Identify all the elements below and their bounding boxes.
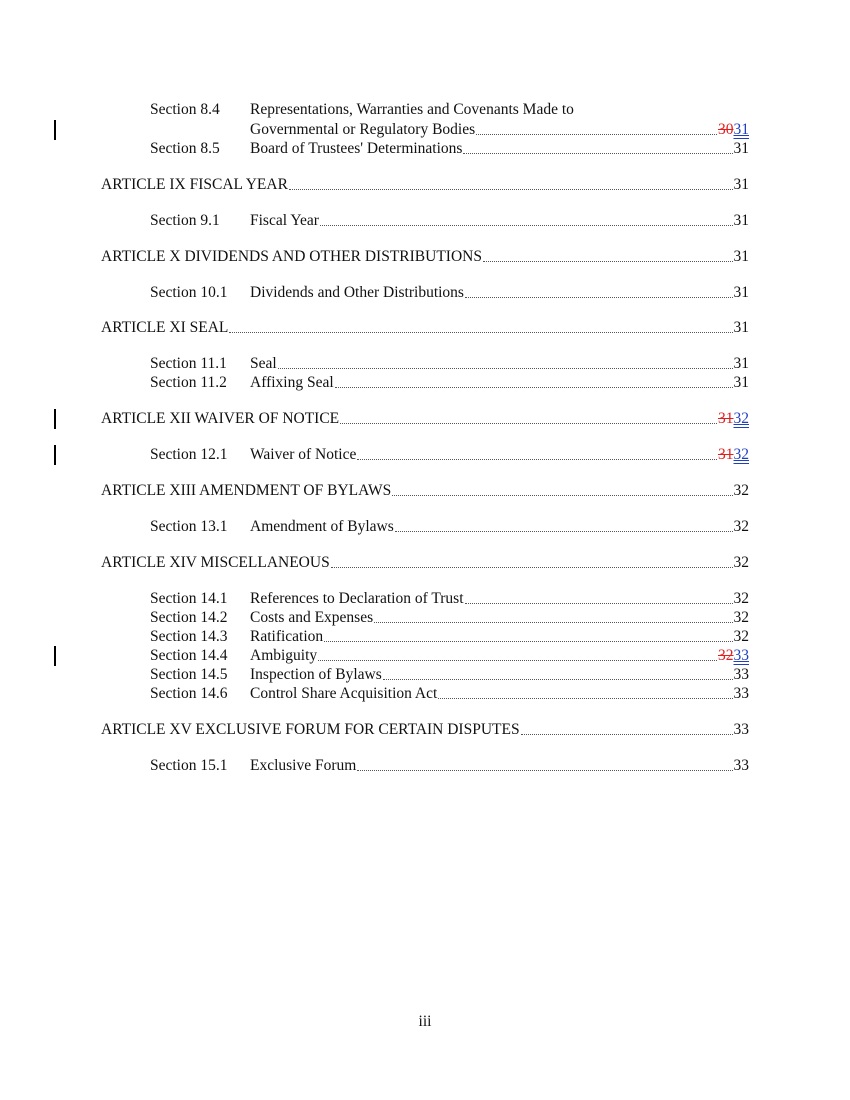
page-number: 31 — [733, 374, 749, 391]
change-bar — [54, 409, 56, 429]
entry-title: Seal — [250, 355, 277, 372]
entry-title-line1: Representations, Warranties and Covenants Made to — [250, 101, 574, 118]
toc-article — [0, 481, 850, 501]
dot-leader — [392, 495, 732, 496]
inserted-page-number: 31 — [733, 121, 749, 138]
dot-leader — [521, 734, 733, 735]
dot-leader — [463, 153, 732, 154]
entry-title: Amendment of Bylaws — [250, 518, 394, 535]
page-number: 32 — [733, 482, 749, 499]
page-number — [718, 445, 749, 465]
page-number — [718, 646, 749, 666]
dot-leader — [331, 567, 733, 568]
toc-entry — [0, 354, 850, 374]
page-number: 33 — [733, 685, 749, 702]
page-number: 31 — [733, 248, 749, 265]
section-number: Section 8.4 — [150, 101, 220, 118]
dot-leader — [320, 225, 733, 226]
toc-article — [0, 175, 850, 195]
dot-leader — [335, 387, 733, 388]
deleted-page-number: 32 — [718, 647, 734, 664]
section-number: Section 14.5 — [150, 666, 228, 683]
dot-leader — [229, 332, 732, 333]
article-title: ARTICLE XIII AMENDMENT OF BYLAWS — [101, 482, 392, 499]
section-number: Section 13.1 — [150, 518, 228, 535]
toc-article — [0, 409, 850, 429]
change-bar — [54, 120, 56, 140]
toc-entry — [0, 756, 850, 776]
dot-leader — [483, 261, 733, 262]
page-number: 31 — [733, 212, 749, 229]
page-number: 31 — [733, 140, 749, 157]
article-title: ARTICLE XI SEAL — [101, 319, 229, 336]
entry-title: Fiscal Year — [250, 212, 319, 229]
dot-leader — [278, 368, 733, 369]
entry-title: Ratification — [250, 628, 324, 645]
change-bar — [54, 646, 56, 666]
toc-entry — [0, 100, 850, 120]
entry-title: References to Declaration of Trust — [250, 590, 464, 607]
dot-leader — [340, 423, 717, 424]
toc-article — [0, 720, 850, 740]
section-number: Section 11.2 — [150, 374, 227, 391]
page-number — [718, 120, 749, 140]
deleted-page-number: 31 — [718, 446, 734, 463]
page-number — [718, 409, 749, 429]
page-number: 32 — [733, 609, 749, 626]
toc-entry — [0, 120, 850, 140]
dot-leader — [374, 622, 732, 623]
dot-leader — [476, 134, 717, 135]
deleted-page-number: 30 — [718, 121, 734, 138]
entry-title: Costs and Expenses — [250, 609, 374, 626]
inserted-page-number: 32 — [733, 446, 749, 463]
section-number: Section 15.1 — [150, 757, 228, 774]
toc-entry — [0, 665, 850, 685]
dot-leader — [318, 660, 717, 661]
page-footer-number: iii — [418, 1013, 432, 1030]
entry-title: Exclusive Forum — [250, 757, 357, 774]
article-title: ARTICLE XIV MISCELLANEOUS — [101, 554, 330, 571]
dot-leader — [357, 459, 717, 460]
page-number: 31 — [733, 284, 749, 301]
section-number: Section 14.4 — [150, 647, 228, 664]
article-title: ARTICLE XV EXCLUSIVE FORUM FOR CERTAIN DISPUTES — [101, 721, 520, 738]
page-number: 31 — [733, 319, 749, 336]
section-number: Section 14.1 — [150, 590, 228, 607]
toc-article — [0, 247, 850, 267]
inserted-page-number: 32 — [733, 410, 749, 427]
section-number: Section 12.1 — [150, 446, 228, 463]
toc-entry — [0, 211, 850, 231]
dot-leader — [438, 698, 732, 699]
toc-entry — [0, 589, 850, 609]
page-number: 33 — [733, 721, 749, 738]
section-number: Section 11.1 — [150, 355, 227, 372]
toc-article — [0, 318, 850, 338]
page-number: 32 — [733, 554, 749, 571]
deleted-page-number: 31 — [718, 410, 734, 427]
section-number: Section 14.2 — [150, 609, 228, 626]
section-number: Section 8.5 — [150, 140, 220, 157]
change-bar — [54, 445, 56, 465]
page-number: 32 — [733, 628, 749, 645]
toc-entry — [0, 139, 850, 159]
toc-entry — [0, 646, 850, 666]
page-number: 32 — [733, 590, 749, 607]
dot-leader — [324, 641, 732, 642]
toc-entry — [0, 517, 850, 537]
page-number: 31 — [733, 355, 749, 372]
entry-title: Inspection of Bylaws — [250, 666, 382, 683]
inserted-page-number: 33 — [733, 647, 749, 664]
toc-entry — [0, 373, 850, 393]
section-number: Section 10.1 — [150, 284, 228, 301]
entry-title: Ambiguity — [250, 647, 318, 664]
section-number: Section 9.1 — [150, 212, 220, 229]
dot-leader — [289, 189, 733, 190]
dot-leader — [395, 531, 733, 532]
dot-leader — [465, 297, 733, 298]
entry-title: Board of Trustees' Determinations — [250, 140, 463, 157]
toc-entry — [0, 283, 850, 303]
page-number: 33 — [733, 757, 749, 774]
dot-leader — [465, 603, 733, 604]
article-title: ARTICLE X DIVIDENDS AND OTHER DISTRIBUTIONS — [101, 248, 482, 265]
entry-title: Affixing Seal — [250, 374, 334, 391]
entry-title: Control Share Acquisition Act — [250, 685, 438, 702]
dot-leader — [357, 770, 732, 771]
toc-entry — [0, 627, 850, 647]
section-number: Section 14.3 — [150, 628, 228, 645]
section-number: Section 14.6 — [150, 685, 228, 702]
dot-leader — [383, 679, 733, 680]
page-number: 33 — [733, 666, 749, 683]
article-title: ARTICLE XII WAIVER OF NOTICE — [101, 410, 340, 427]
entry-title: Dividends and Other Distributions — [250, 284, 464, 301]
toc-entry — [0, 608, 850, 628]
entry-title: Governmental or Regulatory Bodies — [250, 121, 476, 138]
entry-title: Waiver of Notice — [250, 446, 357, 463]
page-number: 32 — [733, 518, 749, 535]
toc-entry — [0, 684, 850, 704]
article-title: ARTICLE IX FISCAL YEAR — [101, 176, 288, 193]
toc-article — [0, 553, 850, 573]
toc-entry — [0, 445, 850, 465]
page-number: 31 — [733, 176, 749, 193]
